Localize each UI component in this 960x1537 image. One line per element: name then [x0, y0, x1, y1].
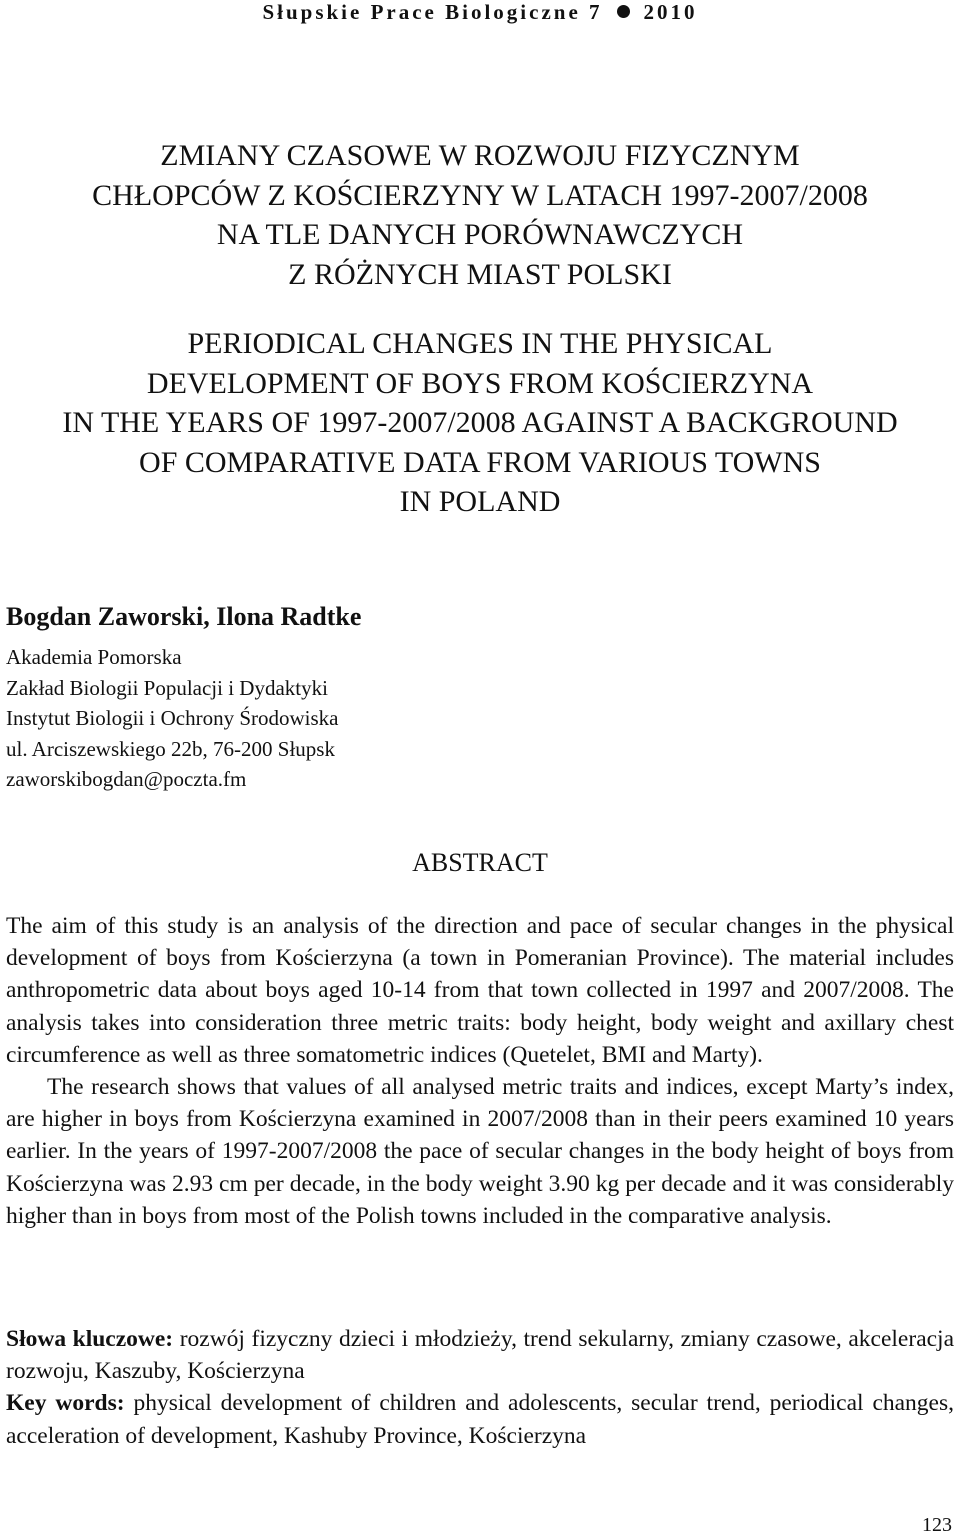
title-en-line: DEVELOPMENT OF BOYS FROM KOŚCIERZYNA [146, 366, 814, 400]
affiliation-line: Akademia Pomorska [6, 645, 182, 669]
journal-year: 2010 [643, 0, 698, 24]
author-email: zaworskibogdan@poczta.fm [6, 767, 247, 791]
keywords-polish [6, 1323, 954, 1387]
abstract-heading: ABSTRACT [412, 848, 548, 877]
keywords-section [6, 1323, 954, 1452]
affiliation [6, 642, 339, 795]
bullet-icon [617, 5, 630, 18]
abstract-body [6, 910, 954, 1232]
page-number: 123 [922, 1514, 952, 1536]
abstract-paragraph: The research shows that values of all analysed metric traits and indices, except Marty’s index, are higher in boys from Kościerzyna examined in 2007/2008 than in their peers examined 10 years earlier. In the years of 1997-2007/2008 the pace of secular changes in the body height of boys from Kościerzyna was 2.93 cm per decade, in the body weight 3.90 kg per decade and it was considerably higher than in boys from most of the Polish towns included in the comparative analysis. [6, 1074, 954, 1229]
title-en-line: PERIODICAL CHANGES IN THE PHYSICAL [187, 327, 773, 360]
journal-volume: 7 [589, 0, 603, 24]
title-en-line: OF COMPARATIVE DATA FROM VARIOUS TOWNS [139, 445, 821, 479]
journal-header [0, 0, 960, 36]
title-english [0, 324, 960, 522]
title-en-line: IN POLAND [399, 485, 561, 518]
title-pl-line: ZMIANY CZASOWE W ROZWOJU FIZYCZNYM [160, 139, 800, 172]
journal-name: Słupskie Prace Biologiczne [262, 0, 581, 24]
title-en-line: IN THE YEARS OF 1997-2007/2008 AGAINST A BACKGROUND [62, 406, 898, 439]
authors: Bogdan Zaworski, Ilona Radtke [6, 602, 362, 631]
keywords-en-text: physical development of children and adolescents, secular trend, periodical changes, acceleration of development, Kashuby Province, Kościerzyna [6, 1390, 955, 1449]
keywords-english [6, 1387, 954, 1451]
keywords-en-label: Key words: [6, 1390, 125, 1417]
title-pl-line: NA TLE DANYCH PORÓWNAWCZYCH [216, 218, 744, 251]
title-pl-line: CHŁOPCÓW Z KOŚCIERZYNY W LATACH 1997-2007/2008 [92, 178, 868, 212]
keywords-pl-label: Słowa kluczowe: [6, 1326, 174, 1352]
affiliation-line: ul. Arciszewskiego 22b, 76-200 Słupsk [6, 736, 335, 761]
abstract-paragraph: The aim of this study is an analysis of the direction and pace of secular changes in the physical development of boys from Kościerzyna (a town in Pomeranian Province). The material includes anthropometric data about boys aged 10-14 from that town collected in 1997 and 2007/2008. The analysis takes into consideration three metric traits: body height, body weight and axillary chest circumference as well as three somatometric indices (Quetelet, BMI and Marty). [6, 913, 954, 1068]
title-pl-line: Z RÓŻNYCH MIAST POLSKI [288, 257, 672, 291]
affiliation-line: Zakład Biologii Populacji i Dydaktyki [6, 675, 328, 700]
affiliation-line: Instytut Biologii i Ochrony Środowiska [6, 706, 339, 730]
keywords-pl-text: rozwój fizyczny dzieci i młodzieży, trend sekularny, zmiany czasowe, akceleracja rozwoju, Kaszuby, Kościerzyna [6, 1326, 955, 1385]
title-polish [0, 136, 960, 294]
